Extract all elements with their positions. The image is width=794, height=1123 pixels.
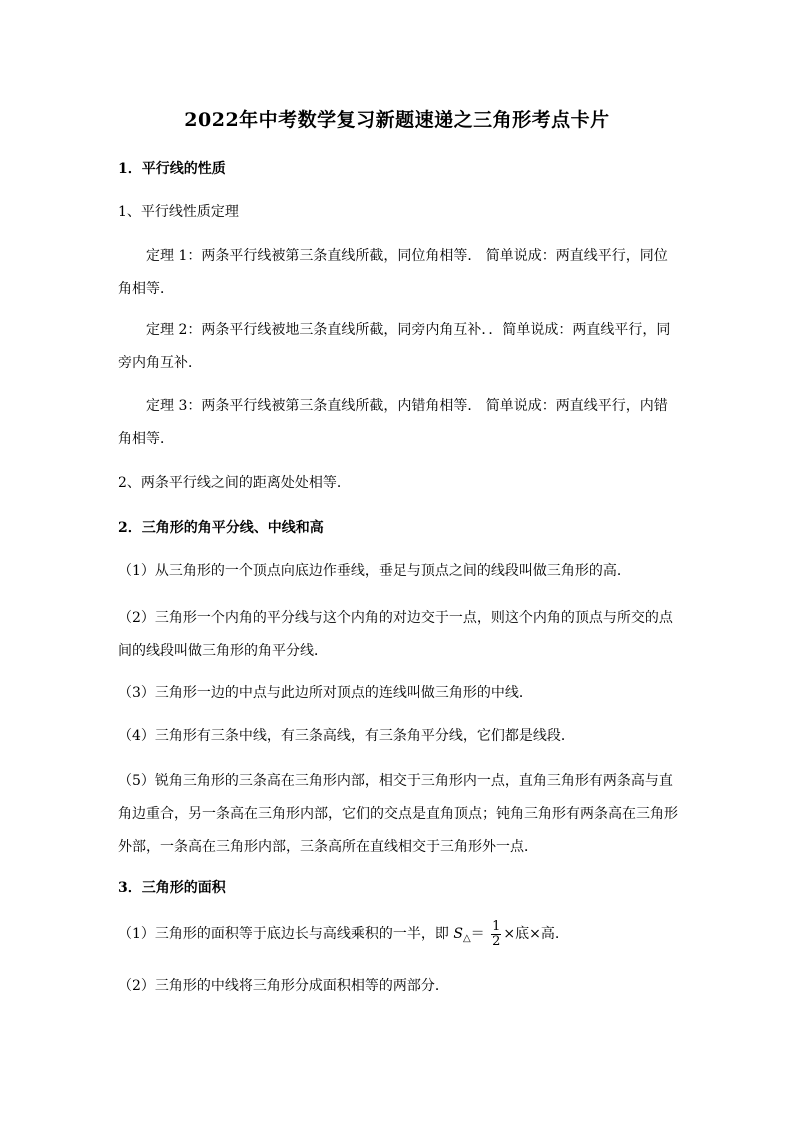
section-3-item-2: （2）三角形的中线将三角形分成面积相等的两部分．: [118, 978, 449, 994]
section-1-heading: 1．平行线的性质: [118, 161, 226, 177]
section-2-item-2: （2）三角形一个内角的平分线与这个内角的对边交于一点，则这个内角的顶点与所交的点间的线段叫做三角形的角平分线．: [118, 610, 673, 659]
section-2-item-3: （3）三角形一边的中点与此边所对顶点的连线叫做三角形的中线．: [118, 685, 533, 701]
section-1-theorem-2: 定理 2：两条平行线被地三条直线所截，同旁内角互补．．简单说成：两直线平行，同旁内角互补．: [118, 322, 671, 371]
section-2-item-1: （1）从三角形的一个顶点向底边作垂线，垂足与顶点之间的线段叫做三角形的高．: [118, 563, 631, 579]
section-3-heading: 3．三角形的面积: [118, 880, 226, 896]
section-3-item-1: [118, 918, 678, 955]
section-2-item-5: （5）锐角三角形的三条高在三角形内部，相交于三角形内一点，直角三角形有两条高与直角边重合，另一条高在三角形内部，它们的交点是直角顶点；钝角三角形有两条高在三角形外部，一条高在三角形内部，三条高所在直线相交于三角形外一点．: [118, 773, 678, 855]
formula-rest: ×底×高.: [503, 926, 560, 942]
section-1-item-1: 1、平行线性质定理: [118, 204, 239, 220]
equals-sign: ＝: [470, 926, 485, 942]
section-2-heading: 2．三角形的角平分线、中线和高: [118, 520, 324, 536]
page-title: 2022年中考数学复习新题速递之三角形考点卡片: [184, 109, 610, 131]
area-text: （1）三角形的面积等于底边长与高线乘积的一半，即: [118, 926, 449, 942]
section-1-item-2: 2、两条平行线之间的距离处处相等．: [118, 475, 351, 491]
fraction-numerator: 1: [492, 918, 501, 934]
area-symbol: S: [453, 926, 463, 942]
section-1-theorem-3: 定理 3：两条平行线被第三条直线所截，内错角相等． 简单说成：两直线平行，内错角相等．: [118, 398, 668, 447]
section-1-theorem-1: 定理 1：两条平行线被第三条直线所截，同位角相等． 简单说成：两直线平行，同位角相等．: [118, 248, 668, 297]
fraction-denominator: 2: [492, 933, 501, 949]
area-subscript: △: [462, 933, 471, 944]
fraction-one-half: [491, 920, 501, 949]
section-2-item-4: （4）三角形有三条中线，有三条高线，有三条角平分线，它们都是线段．: [118, 728, 575, 744]
